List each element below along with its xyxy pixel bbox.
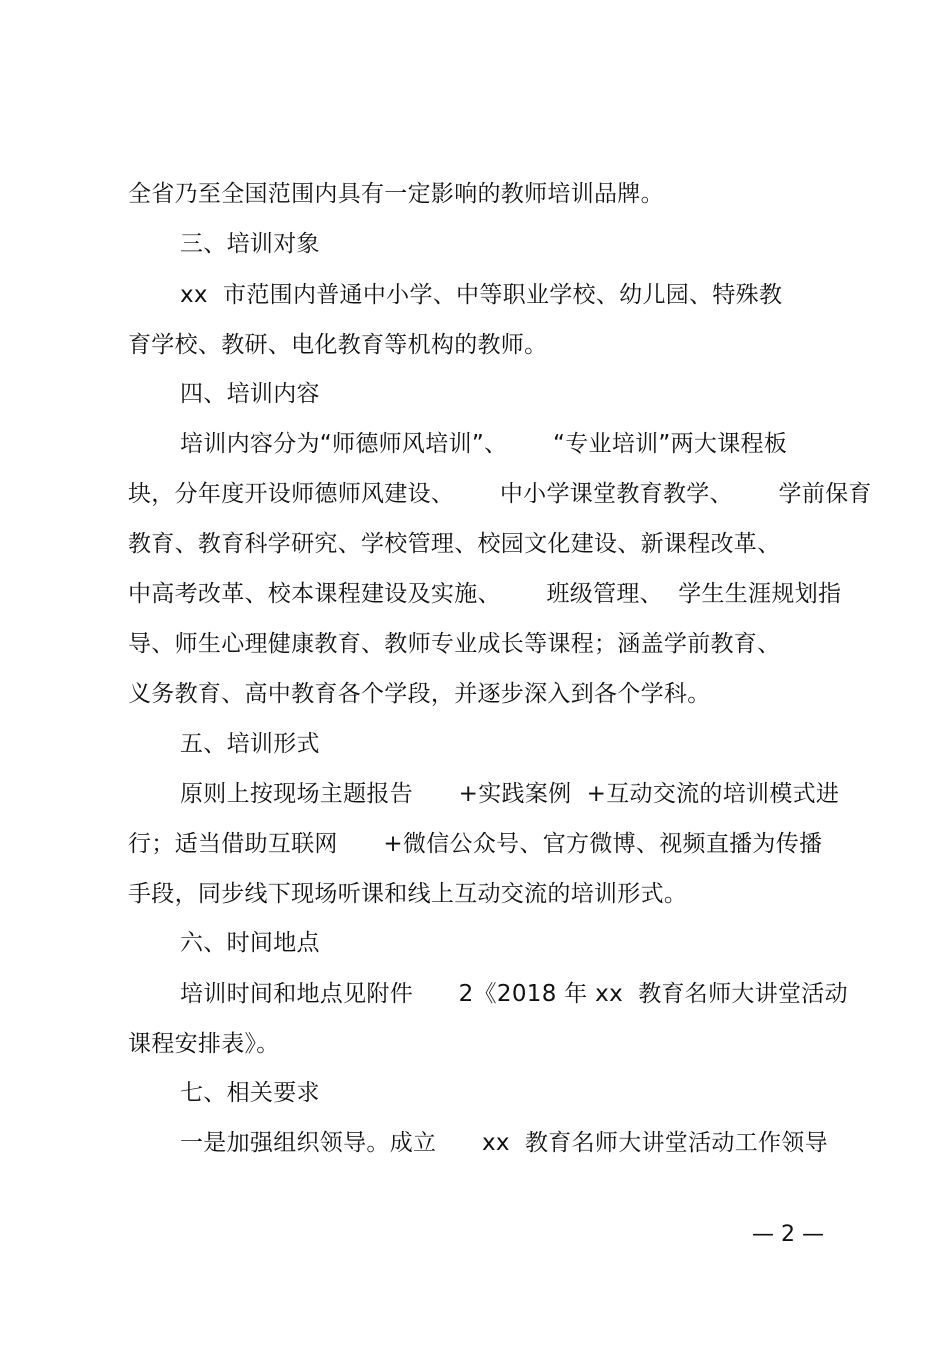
section-heading-training-content: 四、培训内容 bbox=[180, 381, 320, 407]
text-line: 一是加强组织领导。成立 xx 教育名师大讲堂活动工作领导 bbox=[180, 1130, 828, 1156]
text-line: 块，分年度开设师德师风建设、 中小学课堂教育教学、 学前保育 bbox=[128, 481, 872, 507]
text-line: 手段，同步线下现场听课和线上互动交流的培训形式。 bbox=[128, 881, 688, 907]
section-heading-requirements: 七、相关要求 bbox=[180, 1080, 320, 1106]
text-line-continuation: 全省乃至全国范围内具有一定影响的教师培训品牌。 bbox=[128, 181, 664, 207]
section-heading-training-target: 三、培训对象 bbox=[180, 231, 320, 257]
page-number: — 2 — bbox=[752, 1222, 824, 1247]
text-line: xx 市范围内普通中小学、中等职业学校、幼儿园、特殊教 bbox=[180, 282, 783, 308]
text-line: 原则上按现场主题报告 +实践案例 +互动交流的培训模式进 bbox=[180, 781, 840, 807]
text-line: 义务教育、高中教育各个学段，并逐步深入到各个学科。 bbox=[128, 681, 711, 707]
text-line: 课程安排表》。 bbox=[128, 1031, 280, 1057]
text-line: 教育、教育科学研究、学校管理、校园文化建设、新课程改革、 bbox=[128, 531, 781, 557]
text-line: 培训内容分为“师德师风培训”、 “专业培训”两大课程板 bbox=[180, 431, 788, 457]
text-line: 培训时间和地点见附件 2《2018 年 xx 教育名师大讲堂活动 bbox=[180, 981, 848, 1007]
section-heading-time-location: 六、时间地点 bbox=[180, 930, 320, 956]
text-line: 行；适当借助互联网 +微信公众号、官方微博、视频直播为传播 bbox=[128, 831, 823, 857]
text-line: 育学校、教研、电化教育等机构的教师。 bbox=[128, 332, 548, 358]
text-line: 中高考改革、校本课程建设及实施、 班级管理、 学生生涯规划指 bbox=[128, 581, 842, 607]
section-heading-training-format: 五、培训形式 bbox=[180, 731, 320, 757]
text-line: 导、师生心理健康教育、教师专业成长等课程；涵盖学前教育、 bbox=[128, 631, 781, 657]
